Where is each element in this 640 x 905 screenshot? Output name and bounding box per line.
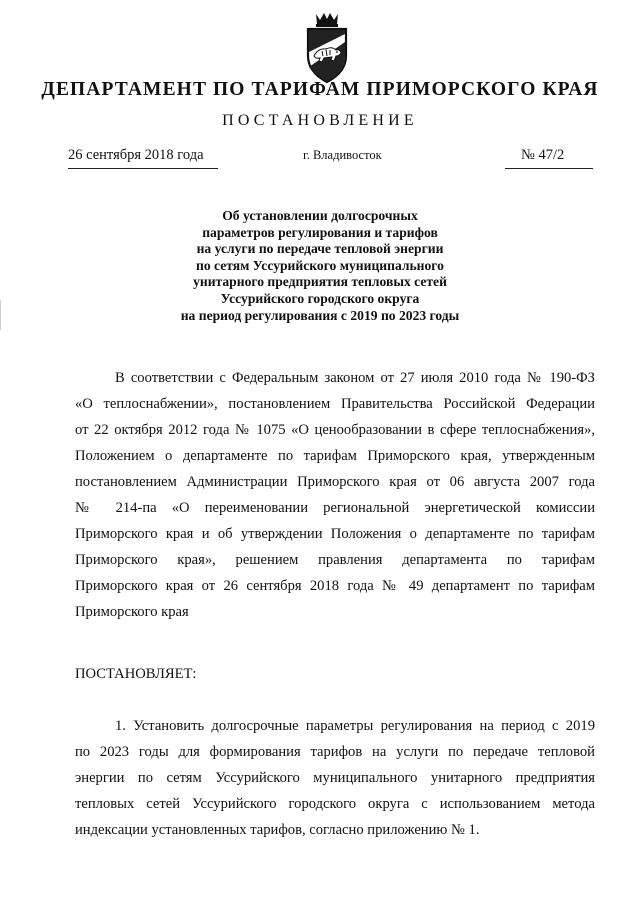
paragraph-line: «О теплоснабжении», постановлением Правительства Российской Федерации xyxy=(75,396,595,412)
document-type: ПОСТАНОВЛЕНИЕ xyxy=(222,112,418,129)
paragraph-line: № 214-па «О переименовании региональной энергетической комиссии xyxy=(75,500,595,516)
subject-line: унитарного предприятия тепловых сетей xyxy=(193,274,447,290)
paragraph-line: тепловых сетей Уссурийского городского округа с использованием метода xyxy=(75,796,595,812)
paragraph-line: индексации установленных тарифов, согласно приложению № 1. xyxy=(75,822,480,838)
primorsky-krai-coat-of-arms-icon xyxy=(296,12,358,84)
paragraph-line: Приморского края и об утверждении Положения о департаменте по тарифам xyxy=(75,526,595,542)
scan-artifact xyxy=(0,300,1,330)
paragraph-line: энергии по сетям Уссурийского муниципального унитарного предприятия xyxy=(75,770,595,786)
document-number: № 47/2 xyxy=(505,147,593,169)
paragraph-line: 1. Установить долгосрочные параметры регулирования на период с 2019 xyxy=(115,718,595,734)
subject-line: Об установлении долгосрочных xyxy=(222,208,418,223)
subject-line: по сетям Уссурийского муниципального xyxy=(196,257,444,273)
paragraph-line: от 22 октября 2012 года № 1075 «О ценообразовании в сфере теплоснабжения», xyxy=(75,422,595,438)
subject-line: на период регулирования с 2019 по 2023 годы xyxy=(180,307,460,323)
item-1-paragraph xyxy=(75,713,595,843)
paragraph-line: Приморского края xyxy=(75,604,189,620)
paragraph-line: Положением о департаменте по тарифам Приморского края, утвержденным xyxy=(75,448,595,464)
paragraph-line: Приморского края», решением правления департамента по тарифам xyxy=(75,552,595,568)
subject-line: на услуги по передаче тепловой энергии xyxy=(196,241,444,257)
paragraph-line: В соответствии с Федеральным законом от 27 июля 2010 года № 190-ФЗ xyxy=(115,370,595,386)
document-subject xyxy=(120,208,520,324)
paragraph-line: постановлением Администрации Приморского края от 06 августа 2007 года xyxy=(75,474,595,490)
paragraph-line: по 2023 годы для формирования тарифов на услуги по передаче тепловой xyxy=(75,744,595,760)
document-city: г. Владивосток xyxy=(303,148,382,162)
document-date: 26 сентября 2018 года xyxy=(68,147,218,169)
subject-line: параметров регулирования и тарифов xyxy=(202,224,438,240)
paragraph-line: Приморского края от 26 сентября 2018 года № 49 департамент по тарифам xyxy=(75,578,595,594)
preamble-paragraph xyxy=(75,365,595,625)
subject-line: Уссурийского городского округа xyxy=(220,290,420,306)
resolve-heading: ПОСТАНОВЛЯЕТ: xyxy=(75,666,197,682)
department-title: ДЕПАРТАМЕНТ ПО ТАРИФАМ ПРИМОРСКОГО КРАЯ xyxy=(41,79,599,100)
